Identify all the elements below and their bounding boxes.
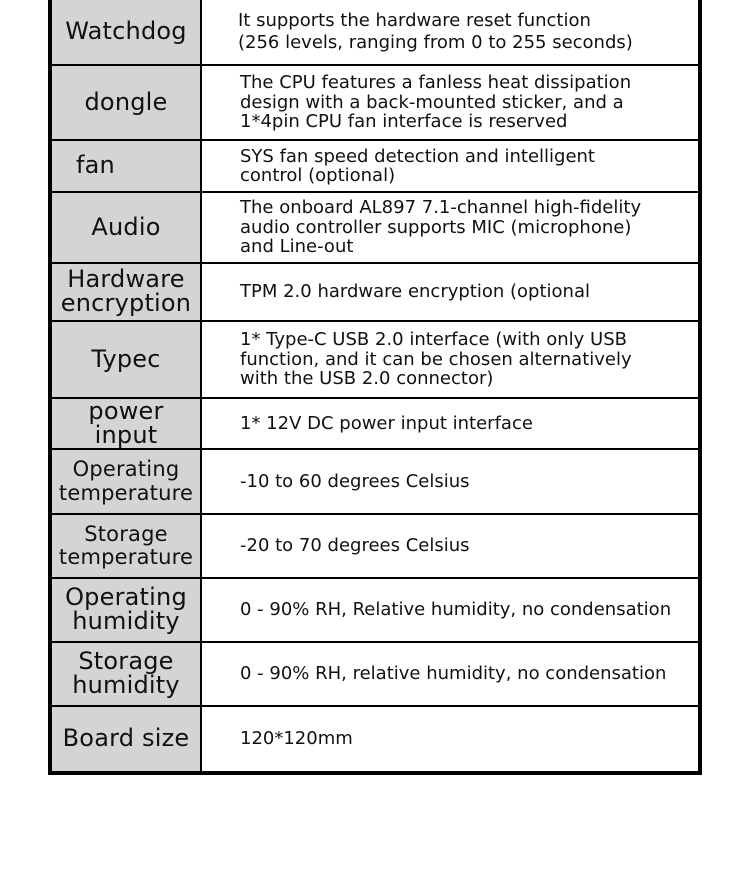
spec-label: power input bbox=[52, 399, 202, 448]
spec-label: Watchdog bbox=[52, 0, 202, 64]
spec-row-operating-humidity bbox=[52, 579, 698, 643]
spec-row-power-input bbox=[52, 396, 698, 450]
spec-row-storage-humidity bbox=[52, 643, 698, 707]
spec-label: Typec bbox=[52, 322, 202, 397]
spec-row-board-size bbox=[52, 707, 698, 771]
spec-row-storage-temperature bbox=[52, 515, 698, 579]
spec-value: 120*120mm bbox=[240, 728, 353, 750]
spec-value: 0 - 90% RH, Relative humidity, no condensation bbox=[240, 599, 672, 621]
spec-row-hardware-encryption bbox=[52, 264, 698, 322]
spec-value: The onboard AL897 7.1-channel high-fidelity audio controller supports MIC (microphone) and Line-out bbox=[240, 197, 642, 258]
spec-value: 0 - 90% RH, relative humidity, no condensation bbox=[240, 663, 667, 685]
spec-value: 1* Type-C USB 2.0 interface (with only USB function, and it can be chosen alternatively with the USB 2.0 connector) bbox=[240, 329, 632, 390]
spec-row-fan bbox=[52, 141, 698, 193]
spec-value: -20 to 70 degrees Celsius bbox=[240, 535, 470, 557]
spec-value: SYS fan speed detection and intelligent control (optional) bbox=[240, 145, 595, 186]
spec-label: Storage temperature bbox=[52, 515, 202, 577]
spec-row-watchdog bbox=[52, 0, 698, 66]
spec-row-typec bbox=[52, 322, 698, 399]
spec-value: -10 to 60 degrees Celsius bbox=[240, 470, 470, 492]
spec-row-dongle bbox=[52, 66, 698, 141]
spec-label: Board size bbox=[52, 707, 202, 771]
spec-label: Audio bbox=[52, 193, 202, 262]
spec-label: Operating humidity bbox=[52, 579, 202, 641]
spec-label: Hardware encryption bbox=[52, 264, 202, 320]
spec-value: It supports the hardware reset function (256 levels, ranging from 0 to 255 seconds) bbox=[238, 10, 633, 53]
spec-label: Operating temperature bbox=[52, 450, 202, 513]
spec-label: Storage humidity bbox=[52, 643, 202, 705]
spec-value: 1* 12V DC power input interface bbox=[240, 412, 533, 434]
spec-value: TPM 2.0 hardware encryption (optional bbox=[240, 281, 590, 303]
spec-table bbox=[48, 0, 702, 775]
spec-row-operating-temperature bbox=[52, 450, 698, 515]
spec-label: dongle bbox=[52, 66, 202, 139]
spec-value: The CPU features a fanless heat dissipation design with a back-mounted sticker, and a 1*4pin CPU fan interface is reserved bbox=[240, 72, 632, 133]
spec-label: fan bbox=[52, 141, 202, 191]
spec-row-audio bbox=[52, 193, 698, 264]
